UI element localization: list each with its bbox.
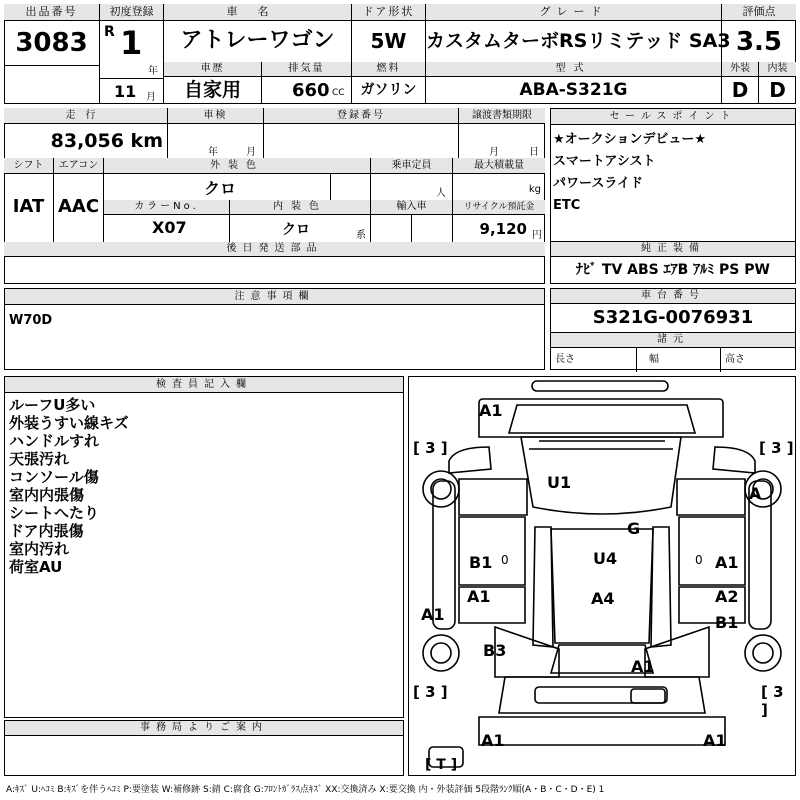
notes-block <box>4 288 545 370</box>
sales-point: ★オークションデビュー★ <box>553 132 707 147</box>
damage-mark: 0 <box>695 553 703 567</box>
door-label: ドア形状 <box>352 4 425 21</box>
chassis-label: 車台番号 <box>551 289 795 304</box>
ac-cell <box>54 158 104 242</box>
int-score-cell <box>759 62 796 104</box>
mileage-label: 走行 <box>4 108 167 124</box>
lot-cell <box>4 4 100 104</box>
grade: カスタムターボRSリミテッド SA3 <box>426 30 731 52</box>
transfer-label: 譲渡書類期限 <box>459 108 545 124</box>
import-cell <box>371 200 453 242</box>
inspector-line: シートへたり <box>9 504 100 522</box>
car-diagram <box>408 376 796 776</box>
sales-list <box>551 125 795 217</box>
inspector-notes <box>5 393 403 579</box>
sales-point: ETC <box>553 198 581 213</box>
disp-label: 排気量 <box>262 62 351 77</box>
dim-length: 長さ <box>551 348 637 372</box>
car-name-cell <box>164 4 352 62</box>
sales-points-block <box>550 108 796 284</box>
model-cell <box>426 62 722 104</box>
tire-rear-right: [ 3 ] <box>761 683 784 719</box>
interior-unit: 系 <box>356 230 366 241</box>
dims-label: 諸元 <box>551 332 795 348</box>
damage-mark: A2 <box>715 587 739 606</box>
lot-number: 3083 <box>15 28 88 58</box>
disp-unit: CC <box>332 88 345 98</box>
interior: クロ <box>282 222 310 238</box>
inspector-line: ルーフU多い <box>9 396 96 414</box>
car-label: 車名 <box>164 4 351 21</box>
lot-label: 出品番号 <box>4 4 99 21</box>
score-cell <box>722 4 796 62</box>
shift-label: シフト <box>4 158 53 174</box>
inspector-line: 荷室AU <box>9 558 63 576</box>
damage-mark: U1 <box>547 473 572 492</box>
colorno: X07 <box>152 218 187 237</box>
damage-mark: A1 <box>715 553 739 572</box>
history: 自家用 <box>183 79 241 101</box>
inspector-line: ハンドルすれ <box>9 432 100 450</box>
int-label: 内装 <box>759 62 796 77</box>
equipment-items: ﾅﾋﾞ TV ABS ｴｱB ｱﾙﾐ PS PW <box>576 262 770 278</box>
score-label: 評価点 <box>722 4 796 21</box>
transfer-cell <box>459 108 545 158</box>
inspector-block <box>4 376 404 718</box>
damage-mark: A4 <box>591 589 615 608</box>
regno-label: 登録番号 <box>264 108 458 124</box>
tire-spare: [ T ] <box>425 757 458 773</box>
ac: AAC <box>57 196 100 217</box>
damage-mark: U4 <box>593 549 618 568</box>
chassis-block <box>550 288 796 370</box>
capacity-unit: 人 <box>436 188 446 199</box>
tire-rear-left: [ 3 ] <box>413 683 448 701</box>
model-label: 型式 <box>426 62 721 77</box>
dim-width: 幅 <box>637 348 721 372</box>
inspect-month: 月 <box>246 147 256 158</box>
color-label: 外装色 <box>104 158 370 174</box>
mileage: 83,056 km <box>50 130 163 152</box>
inspector-line: 天張汚れ <box>9 450 70 468</box>
inspection-cell <box>168 108 264 158</box>
mileage-cell <box>4 108 168 158</box>
transfer-month: 月 <box>489 147 499 158</box>
later-parts-label: 後日発送部品 <box>4 242 545 257</box>
sales-label: セールスポイント <box>551 109 795 125</box>
ext-label: 外装 <box>722 62 758 77</box>
shift-cell <box>4 158 54 242</box>
fuel-label: 燃料 <box>352 62 425 77</box>
regno-cell <box>264 108 459 158</box>
equipment-cell <box>551 241 795 283</box>
damage-mark: A1 <box>479 401 503 420</box>
score: 3.5 <box>735 27 783 57</box>
damage-mark: A <box>749 484 762 503</box>
registration-cell <box>100 4 164 104</box>
int-score: D <box>769 78 786 102</box>
inspector-label: 検査員記入欄 <box>5 377 403 393</box>
damage-mark: A1 <box>467 587 491 606</box>
model: ABA-S321G <box>519 80 628 100</box>
dim-height: 高さ <box>725 354 745 365</box>
ext-score: D <box>731 78 749 102</box>
chassis-number: S321G-0076931 <box>592 307 754 328</box>
damage-mark: G <box>627 519 641 538</box>
shift: IAT <box>12 196 45 217</box>
reg-year: 1 <box>120 24 143 62</box>
recycle-amount: 9,120 <box>479 220 527 238</box>
capacity-label: 乗車定員 <box>371 158 452 174</box>
reg-month: 11 <box>114 82 137 101</box>
damage-mark: A1 <box>421 605 445 624</box>
inspector-line: 外装うすい線キズ <box>9 414 129 432</box>
inspector-line: コンソール傷 <box>9 468 99 486</box>
fuel: ガソリン <box>360 82 417 98</box>
interior-cell <box>230 200 371 242</box>
door-type: 5W <box>370 29 407 53</box>
capacity-cell <box>371 158 453 200</box>
history-label: 車歴 <box>164 62 261 77</box>
load-unit: kg <box>528 184 541 195</box>
load-label: 最大積載量 <box>453 158 545 174</box>
import-label: 輸入車 <box>371 200 452 215</box>
displacement-cell <box>262 62 352 104</box>
office-block <box>4 720 404 776</box>
month-unit: 月 <box>146 92 156 103</box>
recycle-cell <box>453 200 545 242</box>
damage-mark: B3 <box>483 641 507 660</box>
load-cell <box>453 158 545 200</box>
reg-label: 初度登録 <box>100 4 163 21</box>
tire-front-left: [ 3 ] <box>413 439 448 457</box>
ac-label: エアコン <box>54 158 103 174</box>
inspect-year: 年 <box>208 147 218 158</box>
damage-mark: A1 <box>481 731 505 750</box>
notes-label: 注意事項欄 <box>5 289 544 305</box>
office-label: 事務局よりご案内 <box>5 721 403 736</box>
color: クロ <box>204 179 237 198</box>
legend: A:ｷｽﾞ U:ﾍｺﾐ B:ｷｽﾞを伴うﾍｺﾐ P:要塗装 W:補修跡 S:錆 C:腐食 G:ﾌﾛﾝﾄｶﾞﾗｽ点ｷｽﾞ XX:交換済み X:要交換 内・外装評価 5段階ﾗﾝｸ順(A・B・C・D・E) 1 <box>6 785 605 795</box>
displacement: 660 <box>292 80 330 101</box>
notes-text: W70D <box>9 313 53 328</box>
later-parts-cell <box>4 242 545 284</box>
equipment-label: 純正装備 <box>551 242 795 257</box>
ext-score-cell <box>722 62 759 104</box>
damage-mark: B1 <box>469 553 493 572</box>
inspector-line: ドア内張傷 <box>9 522 84 540</box>
colorno-cell <box>104 200 230 242</box>
grade-cell <box>426 4 731 62</box>
recycle-unit: 円 <box>532 230 542 241</box>
damage-mark: B1 <box>715 613 739 632</box>
car-outline <box>409 377 795 775</box>
damage-mark: A1 <box>631 657 655 676</box>
door-cell <box>352 4 426 62</box>
inspector-line: 室内内張傷 <box>9 486 85 504</box>
sales-point: パワースライド <box>553 176 643 191</box>
sales-point: スマートアシスト <box>553 154 656 169</box>
inspector-line: 室内汚れ <box>9 540 70 558</box>
color-cell <box>104 158 371 200</box>
grade-label: グレード <box>426 4 721 21</box>
recycle-label: リサイクル預託金 <box>453 200 545 215</box>
damage-mark: A1 <box>703 731 727 750</box>
colorno-label: カラーNo. <box>104 200 229 215</box>
year-unit: 年 <box>148 66 158 77</box>
inspect-label: 車検 <box>168 108 263 124</box>
fuel-cell <box>352 62 426 104</box>
era: R <box>104 24 115 40</box>
tire-front-right: [ 3 ] <box>759 439 794 457</box>
damage-mark: 0 <box>501 553 509 567</box>
interior-label: 内装色 <box>230 200 370 215</box>
car-name: アトレーワゴン <box>180 28 335 53</box>
transfer-day: 日 <box>529 147 539 158</box>
history-cell <box>164 62 262 104</box>
